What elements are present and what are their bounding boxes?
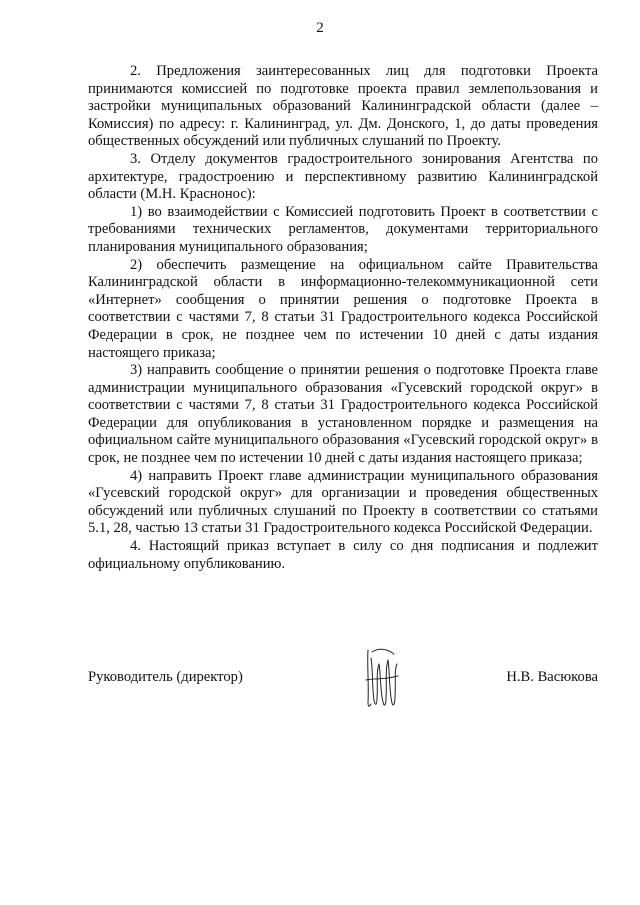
paragraph-item-2: 2. Предложения заинтересованных лиц для подготовки Проекта принимаются комиссией по подготовке проекта правил землепользования и застройки муниципальных образований Калининградской области (далее – Комиссия) по адресу: г. Калининград, ул. Дм. Донского, 1, до даты проведения общественных обсуждений или публичных слушаний по Проекту. <box>88 63 598 150</box>
subparagraph-1: 1) во взаимодействии с Комиссией подготовить Проект в соответствии с требованиями технических регламентов, документами территориального планирования муниципального образования; <box>88 203 598 255</box>
signatory-name: Н.В. Васюкова <box>506 669 598 685</box>
document-body <box>88 63 598 573</box>
subparagraph-2: 2) обеспечить размещение на официальном сайте Правительства Калининградской области в информационно-телекоммуникационной сети «Интернет» сообщения о принятии решения о подготовке Проекта в соответствии с частями 7, 8 статьи 31 Градостроительного кодекса Российской Федерации в срок, не позднее чем по истечении 10 дней с даты издания настоящего приказа; <box>88 256 598 361</box>
signature-block <box>88 669 598 689</box>
paragraph-item-3: 3. Отделу документов градостроительного зонирования Агентства по архитектуре, градостроению и перспективному развитию Калининградской области (М.Н. Краснонос): <box>88 150 598 203</box>
paragraph-item-4: 4. Настоящий приказ вступает в силу со дня подписания и подлежит официальному опубликованию. <box>88 538 598 572</box>
page-number: 2 <box>316 20 324 36</box>
subparagraph-3: 3) направить сообщение о принятии решения о подготовке Проекта главе администрации муниципального образования «Гусевский городской округ» в соответствии с частями 7, 8 статьи 31 Градостроительного кодекса Российской Федерации для опубликования в установленном порядке и размещения на официальном сайте муниципального образования «Гусевский городской округ» в срок, не позднее чем по истечении 10 дней с даты издания настоящего приказа; <box>88 362 598 467</box>
handwritten-signature <box>360 640 405 715</box>
subparagraph-4: 4) направить Проект главе администрации муниципального образования «Гусевский городской округ» для организации и проведения общественных обсуждений или публичных слушаний по Проекту в соответствии со статьями 5.1, 28, частью 13 статьи 31 Градостроительного кодекса Российской Федерации. <box>88 467 598 537</box>
signatory-position: Руководитель (директор) <box>88 669 243 685</box>
